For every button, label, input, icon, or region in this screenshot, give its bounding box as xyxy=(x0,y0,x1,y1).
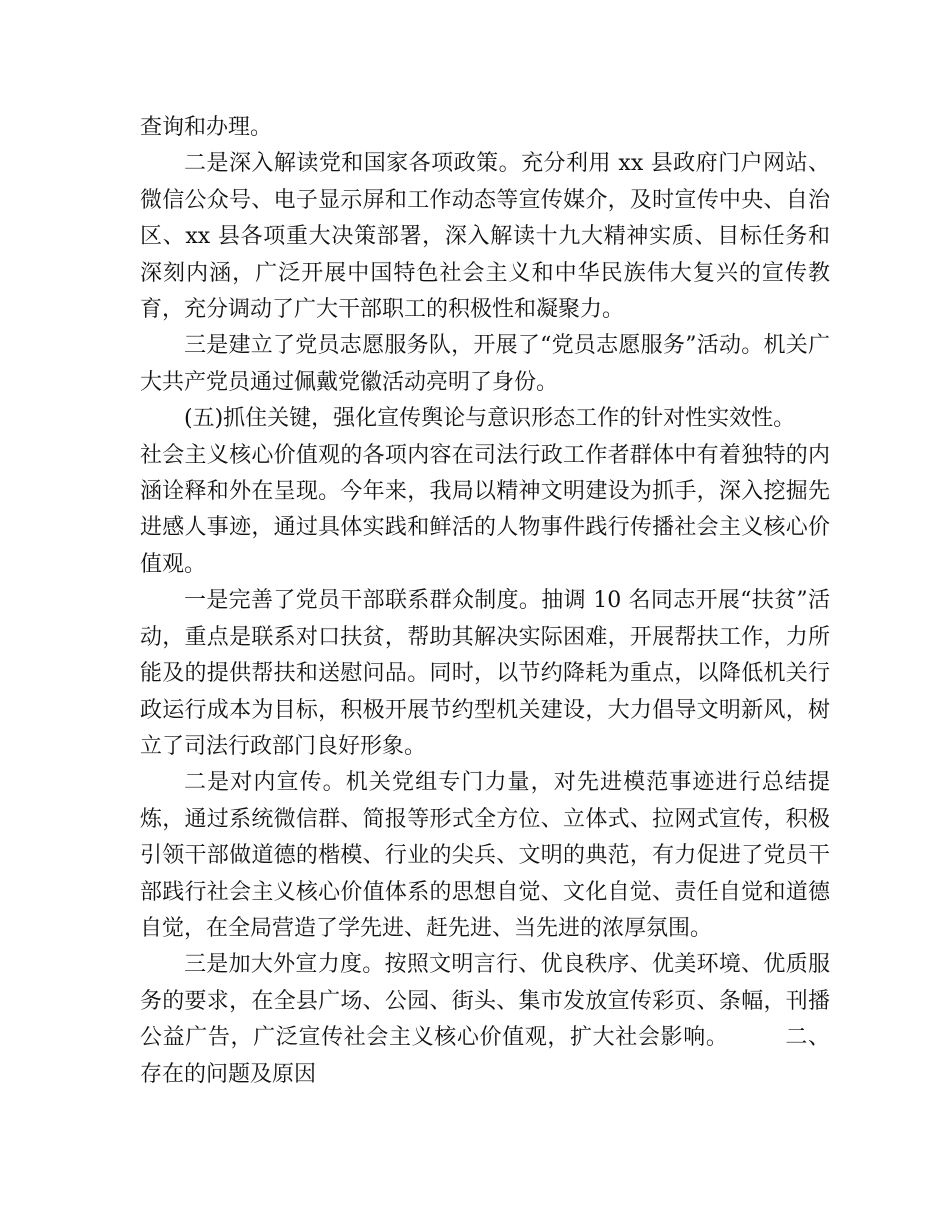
paragraph-2: 二是深入解读党和国家各项政策。充分利用 xx 县政府门户网站、微信公众号、电子显示屏和工作动态等宣传媒介，及时宣传中央、自治区、xx 县各项重大决策部署，深入解读十九大精神实质、目标任务和深刻内涵，广泛开展中国特色社会主义和中华民族伟大复兴的宣传教育，充分调动了广大干部职工的积极性和凝聚力。 xyxy=(140,151,830,323)
section-heading-5: (五)抓住关键，强化宣传舆论与意识形态工作的针对性实效性。 xyxy=(184,406,796,432)
paragraph-3: 三是建立了党员志愿服务队，开展了“党员志愿服务”活动。机关广大共产党员通过佩戴党徽活动亮明了身份。 xyxy=(140,333,830,395)
paragraph-1: 查询和办理。 xyxy=(140,115,273,140)
paragraph-5: 一是完善了党员干部联系群众制度。抽调 10 名同志开展“扶贫”活动，重点是联系对口扶贫，帮助其解决实际困难，开展帮扶工作，力所能及的提供帮扶和送慰问品。同时，以节约降耗为重点，以降低机关行政运行成本为目标，积极开展节约型机关建设，大力倡导文明新风，树立了司法行政部门良好形象。 xyxy=(140,588,830,759)
document-body xyxy=(140,110,830,1093)
paragraph-4: 社会主义核心价值观的各项内容在司法行政工作者群体中有着独特的内涵诠释和外在呈现。今年来，我局以精神文明建设为抓手，深入挖掘先进感人事迹，通过具体实践和鲜活的人物事件践行传播社会主义核心价值观。 xyxy=(140,442,830,577)
paragraph-7: 三是加大外宣力度。按照文明言行、优良秩序、优美环境、优质服务的要求，在全县广场、公园、街头、集市发放宣传彩页、条幅，刊播公益广告，广泛宣传社会主义核心价值观，扩大社会影响。 二、存在的问题及原因 xyxy=(140,952,830,1087)
paragraph-6: 二是对内宣传。机关党组专门力量，对先进模范事迹进行总结提炼，通过系统微信群、简报等形式全方位、立体式、拉网式宣传，积极引领干部做道德的楷模、行业的尖兵、文明的典范，有力促进了党员干部践行社会主义核心价值体系的思想自觉、文化自觉、责任自觉和道德自觉，在全局营造了学先进、赶先进、当先进的浓厚氛围。 xyxy=(140,770,830,941)
